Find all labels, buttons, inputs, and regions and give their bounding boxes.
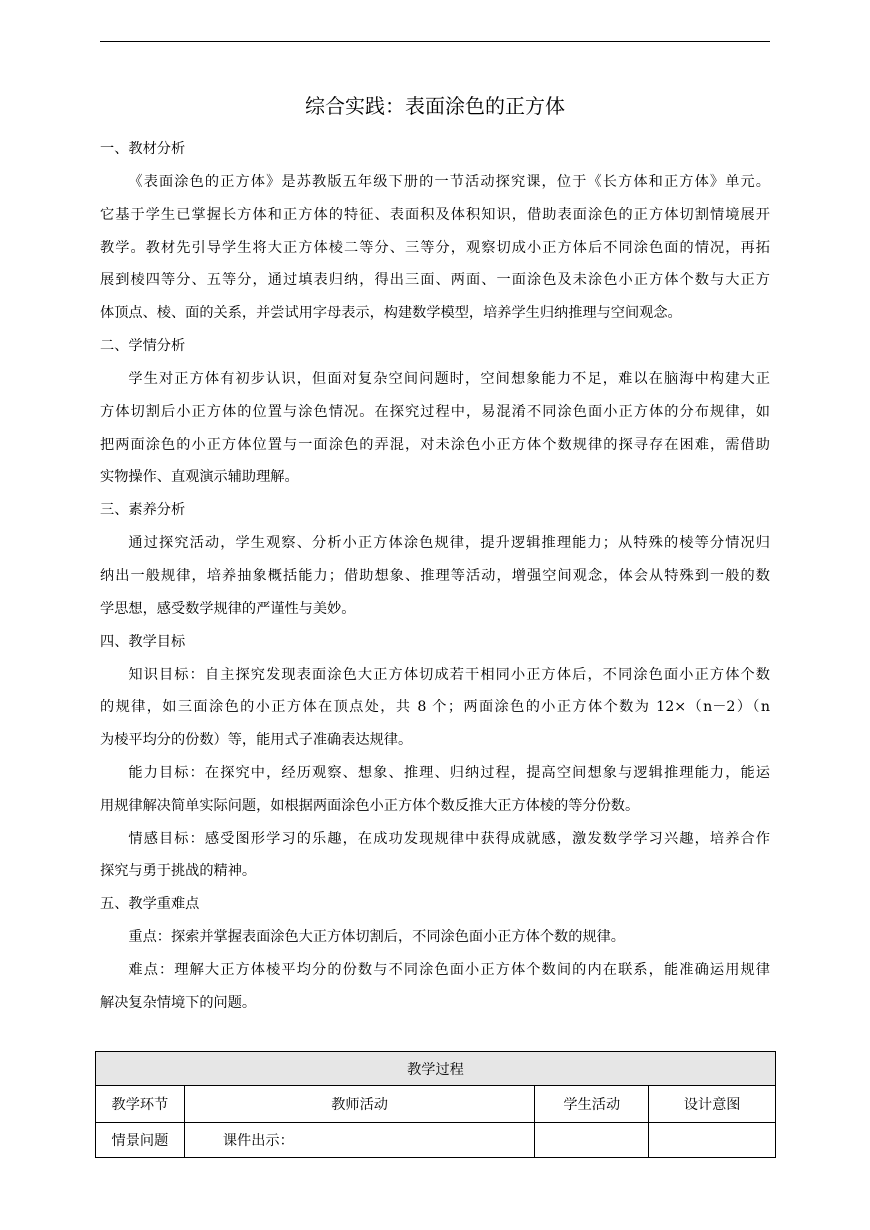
column-student: 学生活动 <box>535 1086 649 1123</box>
paragraph-line: 展到棱四等分、五等分，通过填表归纳，得出三面、两面、一面涂色及未涂色小正方体个数与大正方 <box>100 272 770 289</box>
paragraph <box>100 921 770 954</box>
paragraph <box>100 659 770 757</box>
table-cell <box>649 1123 776 1158</box>
paragraph-line: 解决复杂情境下的问题。 <box>100 994 257 1011</box>
paragraph-line: 情感目标：感受图形学习的乐趣，在成功发现规律中获得成就感，激发数学学习兴趣，培养合作 <box>128 830 770 847</box>
paragraph-line: 重点：探索并掌握表面涂色大正方体切割后，不同涂色面小正方体个数的规律。 <box>128 929 625 946</box>
header-rule <box>100 41 770 42</box>
section-heading: 二、学情分析 <box>100 337 186 354</box>
paragraph-line: 它基于学生已掌握长方体和正方体的特征、表面积及体积知识，借助表面涂色的正方体切割情境展开 <box>100 206 770 223</box>
section-heading: 五、教学重难点 <box>100 896 200 913</box>
paragraph-line: 把两面涂色的小正方体位置与一面涂色的弄混，对未涂色小正方体个数规律的探寻存在困难，需借助 <box>100 436 770 453</box>
teaching-process-table <box>95 1051 776 1158</box>
paragraph-line: 方体切割后小正方体的位置与涂色情况。在探究过程中，易混淆不同涂色面小正方体的分布规律，如 <box>100 403 770 420</box>
table-cell: 情景问题 <box>96 1123 185 1158</box>
paragraph-line: 学生对正方体有初步认识，但面对复杂空间问题时，空间想象能力不足，难以在脑海中构建大正 <box>128 370 770 387</box>
section-heading: 三、素养分析 <box>100 502 186 519</box>
paragraph-line: 为棱平均分的份数）等，能用式子准确表达规律。 <box>100 732 413 749</box>
section-heading: 四、教学目标 <box>100 633 186 650</box>
paragraph <box>100 954 770 1020</box>
paragraph-line: 学思想，感受数学规律的严谨性与美妙。 <box>100 600 356 617</box>
paragraph-line: 的规律，如三面涂色的小正方体在顶点处，共 8 个；两面涂色的小正方体个数为 12×（n－2）（n <box>100 699 770 716</box>
table-cell <box>535 1123 649 1158</box>
paragraph-line: 能力目标：在探究中，经历观察、想象、推理、归纳过程，提高空间想象与逻辑推理能力，能运 <box>128 764 770 781</box>
document-body <box>100 133 770 1020</box>
paragraph-line: 教学。教材先引导学生将大正方体棱二等分、三等分，观察切成小正方体后不同涂色面的情况，再拓 <box>100 239 770 256</box>
table-row <box>96 1123 776 1158</box>
paragraph-line: 用规律解决简单实际问题，如根据两面涂色小正方体个数反推大正方体棱的等分份数。 <box>100 797 640 814</box>
paragraph <box>100 527 770 625</box>
paragraph <box>100 757 770 823</box>
paragraph <box>100 823 770 889</box>
paragraph <box>100 363 770 494</box>
column-teacher: 教师活动 <box>184 1086 535 1123</box>
column-intent: 设计意图 <box>649 1086 776 1123</box>
document-title: 综合实践：表面涂色的正方体 <box>305 94 565 118</box>
paragraph-line: 纳出一般规律，培养抽象概括能力；借助想象、推理等活动，增强空间观念，体会从特殊到一般的数 <box>100 567 770 584</box>
column-stage: 教学环节 <box>96 1086 185 1123</box>
paragraph-line: 实物操作、直观演示辅助理解。 <box>100 469 299 486</box>
table-header: 教学过程 <box>96 1052 776 1086</box>
table-cell: 课件出示： <box>184 1123 535 1158</box>
paragraph-line: 难点：理解大正方体棱平均分的份数与不同涂色面小正方体个数间的内在联系，能准确运用规律 <box>128 961 770 978</box>
table-column-row <box>96 1086 776 1123</box>
paragraph-line: 《表面涂色的正方体》是苏教版五年级下册的一节活动探究课，位于《长方体和正方体》单元。 <box>128 174 770 190</box>
paragraph-line: 探究与勇于挑战的精神。 <box>100 863 257 880</box>
paragraph <box>100 166 770 330</box>
paragraph-line: 体顶点、棱、面的关系，并尝试用字母表示，构建数学模型，培养学生归纳推理与空间观念。 <box>100 305 682 322</box>
paragraph-line: 知识目标：自主探究发现表面涂色大正方体切成若干相同小正方体后，不同涂色面小正方体个数 <box>128 666 770 683</box>
section-heading: 一、教材分析 <box>100 141 186 157</box>
paragraph-line: 通过探究活动，学生观察、分析小正方体涂色规律，提升逻辑推理能力；从特殊的棱等分情况归 <box>128 535 770 552</box>
table-header-row <box>96 1052 776 1086</box>
